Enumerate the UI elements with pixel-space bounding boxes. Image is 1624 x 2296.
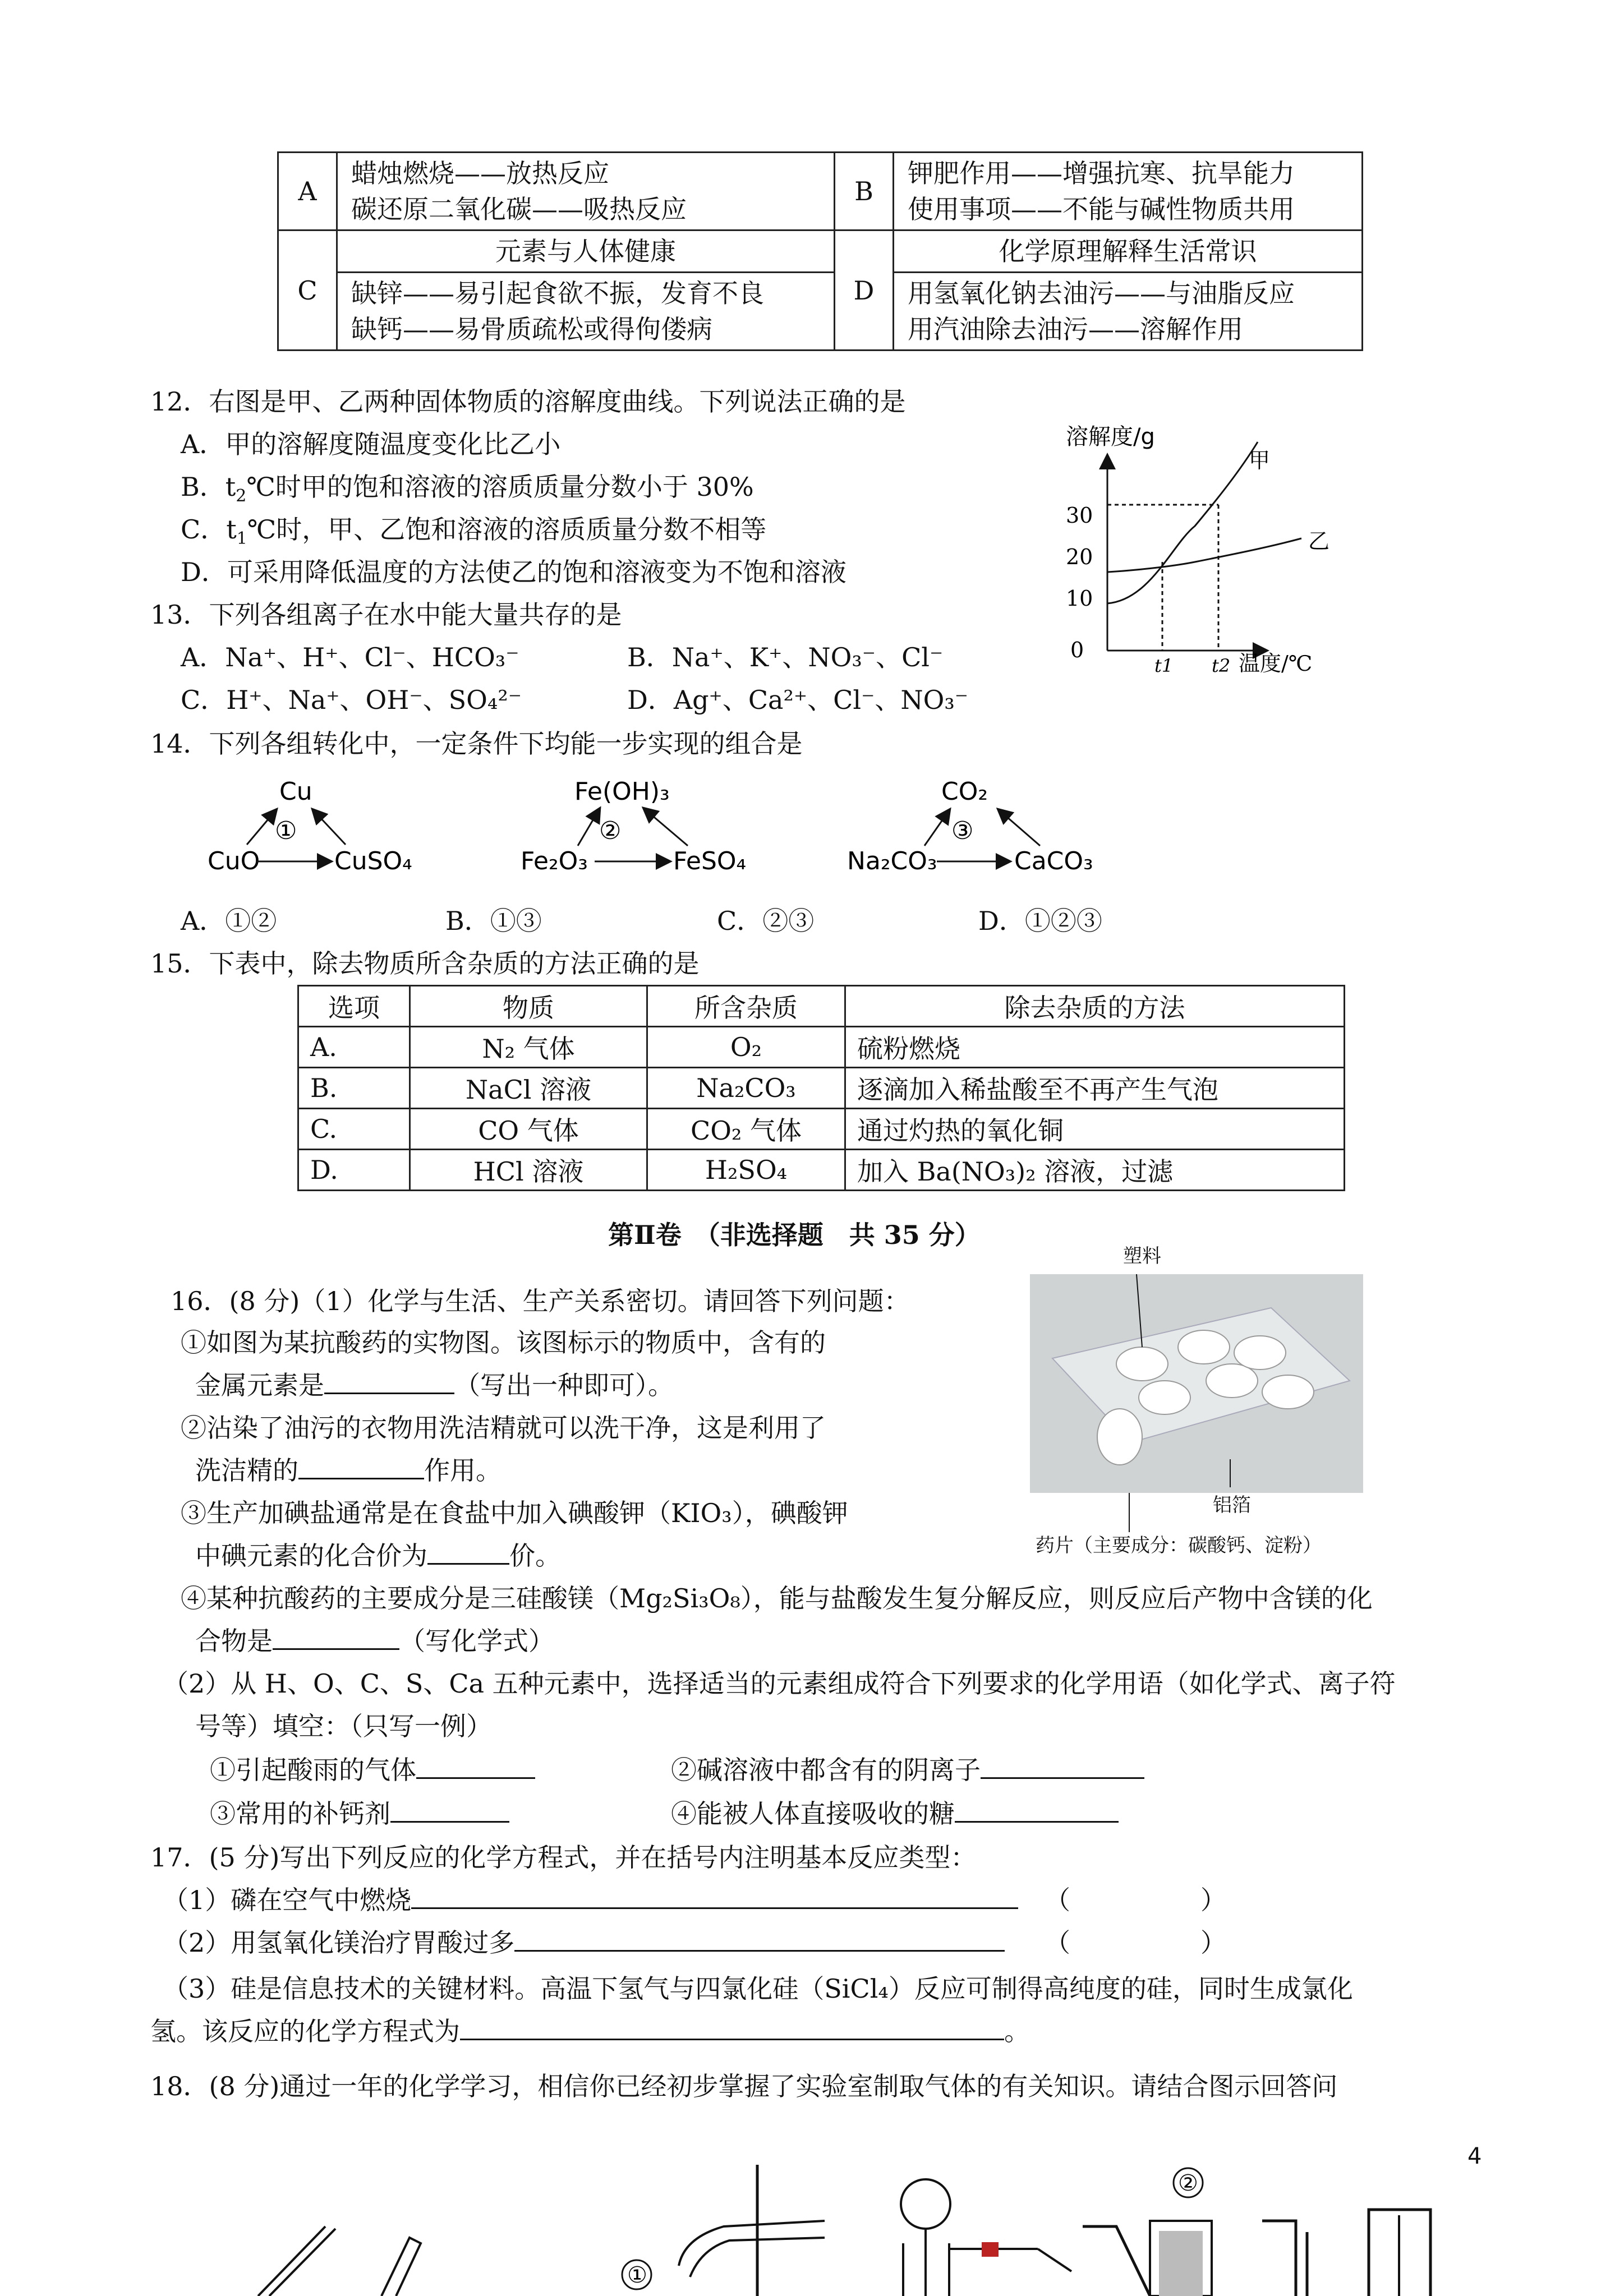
q13-option-a: A．Na⁺、H⁺、Cl⁻、HCO₃⁻ bbox=[181, 642, 519, 672]
q11-header-d: 化学原理解释生活常识 bbox=[894, 230, 1363, 273]
antacid-pill-figure bbox=[1030, 1241, 1389, 1577]
q14-stem: 14．下列各组转化中，一定条件下均能一步实现的组合是 bbox=[150, 729, 803, 759]
svg-text:①: ① bbox=[275, 817, 297, 845]
q12-option-c: C．$t_1℃$时，甲、乙饱和溶液的溶质质量分数不相等 bbox=[181, 514, 767, 549]
answer-blank[interactable] bbox=[981, 1755, 1144, 1779]
series-yi-curve bbox=[1107, 538, 1301, 572]
q17-s2: （2）用氢氧化镁治疗胃酸过多 bbox=[163, 1926, 1005, 1960]
q14-diagram-1 bbox=[202, 774, 460, 886]
q17-s3a: （3）硅是信息技术的关键材料。高温下氢气与四氯化硅（SiCl₄）反应可制得高纯度的硅，同时生成氯化 bbox=[163, 1974, 1353, 2004]
answer-blank[interactable] bbox=[298, 1455, 424, 1479]
q17-s3b: 氢。该反应的化学方程式为 。 bbox=[150, 2016, 1030, 2046]
answer-blank[interactable] bbox=[427, 1541, 509, 1565]
q13-option-c: C．H⁺、Na⁺、OH⁻、SO₄²⁻ bbox=[181, 685, 522, 715]
answer-blank[interactable] bbox=[514, 1928, 1005, 1952]
table-row: D. HCl 溶液 H₂SO₄ 加入 Ba(NO₃)₂ 溶液，过滤 bbox=[298, 1150, 1345, 1191]
chart-ylabel: 溶解度/g bbox=[1066, 424, 1155, 450]
q16-s1a: ①如图为某抗酸药的实物图。该图标示的物质中，含有的 bbox=[181, 1327, 826, 1358]
svg-text:③: ③ bbox=[951, 817, 974, 845]
q11-table bbox=[277, 151, 1363, 351]
answer-blank[interactable] bbox=[411, 1885, 1018, 1909]
q11-cell-label-c: C bbox=[278, 230, 337, 351]
q17-stem: 17．(5 分)写出下列反应的化学方程式，并在括号内注明基本反应类型： bbox=[150, 1842, 977, 1873]
ytick-30: 30 bbox=[1066, 503, 1093, 528]
q12-stem: 12．右图是甲、乙两种固体物质的溶解度曲线。下列说法正确的是 bbox=[150, 386, 906, 417]
q13-option-b: B．Na⁺、K⁺、NO₃⁻、Cl⁻ bbox=[627, 642, 944, 672]
svg-text:②: ② bbox=[599, 817, 622, 845]
q11-cell-label-a: A bbox=[278, 153, 337, 230]
svg-text:Fe(OH)₃: Fe(OH)₃ bbox=[574, 777, 670, 806]
ytick-10: 10 bbox=[1066, 586, 1093, 611]
q16-p2a: （2）从 H、O、C、S、Ca 五种元素中，选择适当的元素组成符合下列要求的化学用语（如化学式、离子符 bbox=[163, 1668, 1396, 1699]
q14-option-b: B．①③ bbox=[445, 906, 542, 936]
q11-cell-c: 缺锌——易引起食欲不振，发育不良 缺钙——易骨质疏松或得佝偻病 bbox=[337, 273, 835, 351]
q13-stem: 13．下列各组离子在水中能大量共存的是 bbox=[150, 600, 622, 630]
q17-s1-paren-close: ） bbox=[1200, 1885, 1226, 1915]
q15-stem: 15．下表中，除去物质所含杂质的方法正确的是 bbox=[150, 948, 700, 979]
q15-header-row: 选项 物质 所含杂质 除去杂质的方法 bbox=[298, 986, 1345, 1027]
chart-xlabel: 温度/℃ bbox=[1239, 651, 1313, 676]
q18-stem: 18．(8 分)通过一年的化学学习，相信你已经初步掌握了实验室制取气体的有关知识。请结合图示回答问 bbox=[150, 2071, 1338, 2101]
pill-caption: 药片（主要成分：碳酸钙、淀粉） bbox=[1036, 1534, 1322, 1557]
table-row: A. N₂ 气体 O₂ 硫粉燃烧 bbox=[298, 1027, 1345, 1068]
q11-cell-d: 用氢氧化钠去油污——与油脂反应 用汽油除去油污——溶解作用 bbox=[894, 273, 1363, 351]
q12-option-b: B．$t_2℃$时甲的饱和溶液的溶质质量分数小于 30% bbox=[181, 472, 754, 506]
q16-p2b: 号等）填空：（只写一例） bbox=[195, 1711, 492, 1741]
q14-option-d: D．①②③ bbox=[978, 906, 1102, 936]
answer-blank[interactable] bbox=[955, 1799, 1119, 1823]
svg-text:CuSO₄: CuSO₄ bbox=[334, 847, 412, 875]
page-number: 4 bbox=[1467, 2143, 1482, 2169]
q17-s2-paren-close: ） bbox=[1200, 1928, 1226, 1958]
q11-cell-b: 钾肥作用——增强抗寒、抗旱能力 使用事项——不能与碱性物质共用 bbox=[894, 153, 1363, 230]
solubility-chart bbox=[1055, 415, 1346, 684]
apparatus-label-2: ② bbox=[1178, 2170, 1198, 2196]
series-yi-label: 乙 bbox=[1308, 529, 1330, 554]
q11-header-c: 元素与人体健康 bbox=[337, 230, 835, 273]
pill-blister-graphic bbox=[1030, 1274, 1363, 1493]
svg-text:Cu: Cu bbox=[279, 777, 312, 806]
answer-blank[interactable] bbox=[324, 1370, 454, 1394]
q16-p2-4: ④能被人体直接吸收的糖 bbox=[671, 1797, 1119, 1831]
q14-diagram-3 bbox=[841, 774, 1122, 886]
q16-p2-2: ②碱溶液中都含有的阴离子 bbox=[671, 1753, 1144, 1787]
apparatus-figure bbox=[241, 2159, 1531, 2296]
q16-s2a: ②沾染了油污的衣物用洗洁精就可以洗干净，这是利用了 bbox=[181, 1413, 826, 1443]
pill-photo bbox=[1030, 1274, 1363, 1493]
answer-blank[interactable] bbox=[460, 2016, 1004, 2040]
q16-s4b: 合物是 （写化学式） bbox=[195, 1626, 554, 1656]
ytick-0: 0 bbox=[1070, 638, 1084, 662]
table-row: B. NaCl 溶液 Na₂CO₃ 逐滴加入稀盐酸至不再产生气泡 bbox=[298, 1068, 1345, 1109]
q14-diagram-2 bbox=[516, 774, 774, 886]
q16-p2-3: ③常用的补钙剂 bbox=[210, 1797, 509, 1831]
q12-option-a: A．甲的溶解度随温度变化比乙小 bbox=[181, 429, 561, 459]
svg-text:CuO: CuO bbox=[208, 847, 260, 875]
q16-s4a: ④某种抗酸药的主要成分是三硅酸镁（Mg₂Si₃O₈），能与盐酸发生复分解反应，则反应后产物中含镁的化 bbox=[181, 1583, 1373, 1613]
q17-s1-paren-open: （ bbox=[1045, 1885, 1070, 1915]
q16-s1b: 金属元素是 （写出一种即可）。 bbox=[195, 1370, 674, 1400]
q14-option-a: A．①② bbox=[181, 906, 277, 936]
q13-option-d: D．Ag⁺、Ca²⁺、Cl⁻、NO₃⁻ bbox=[627, 685, 969, 715]
svg-text:Na₂CO₃: Na₂CO₃ bbox=[847, 847, 937, 875]
q17-s1: （1）磷在空气中燃烧 bbox=[163, 1883, 1018, 1917]
q11-cell-a: 蜡烛燃烧——放热反应 碳还原二氧化碳——吸热反应 bbox=[337, 153, 835, 230]
q11-cell-label-b: B bbox=[835, 153, 894, 230]
q17-s2-paren-open: （ bbox=[1045, 1928, 1070, 1958]
q16-s2b: 洗洁精的 作用。 bbox=[195, 1455, 502, 1486]
q16-p2-1: ①引起酸雨的气体 bbox=[210, 1753, 535, 1787]
xtick-t2: t2 bbox=[1212, 655, 1231, 676]
q16-s3a: ③生产加碘盐通常是在食盐中加入碘酸钾（KIO₃），碘酸钾 bbox=[181, 1498, 848, 1528]
q15-table bbox=[297, 985, 1345, 1191]
series-jia-label: 甲 bbox=[1249, 448, 1271, 473]
answer-blank[interactable] bbox=[416, 1755, 535, 1779]
ytick-20: 20 bbox=[1066, 545, 1093, 569]
pill-label-plastic: 塑料 bbox=[1123, 1245, 1161, 1267]
series-jia-curve bbox=[1107, 442, 1258, 603]
svg-text:CO₂: CO₂ bbox=[941, 777, 988, 806]
svg-text:FeSO₄: FeSO₄ bbox=[673, 847, 747, 875]
apparatus-label-1: ① bbox=[627, 2262, 647, 2288]
q16-s3b: 中碘元素的化合价为 价。 bbox=[195, 1541, 561, 1571]
answer-blank[interactable] bbox=[273, 1626, 399, 1650]
pill-label-foil: 铝箔 bbox=[1213, 1494, 1251, 1516]
table-row: C. CO 气体 CO₂ 气体 通过灼热的氧化铜 bbox=[298, 1109, 1345, 1150]
q12-option-d: D．可采用降低温度的方法使乙的饱和溶液变为不饱和溶液 bbox=[181, 557, 846, 587]
q11-cell-label-d: D bbox=[835, 230, 894, 351]
answer-blank[interactable] bbox=[390, 1799, 509, 1823]
xtick-t1: t1 bbox=[1154, 655, 1174, 676]
q14-option-c: C．②③ bbox=[717, 906, 815, 936]
part2-title: 第Ⅱ卷 （非选择题 共 35 分） bbox=[608, 1220, 981, 1250]
q16-stem: 16．(8 分)（1）化学与生活、生产关系密切。请回答下列问题： bbox=[171, 1286, 910, 1316]
svg-text:CaCO₃: CaCO₃ bbox=[1014, 847, 1093, 875]
svg-text:Fe₂O₃: Fe₂O₃ bbox=[521, 847, 588, 875]
